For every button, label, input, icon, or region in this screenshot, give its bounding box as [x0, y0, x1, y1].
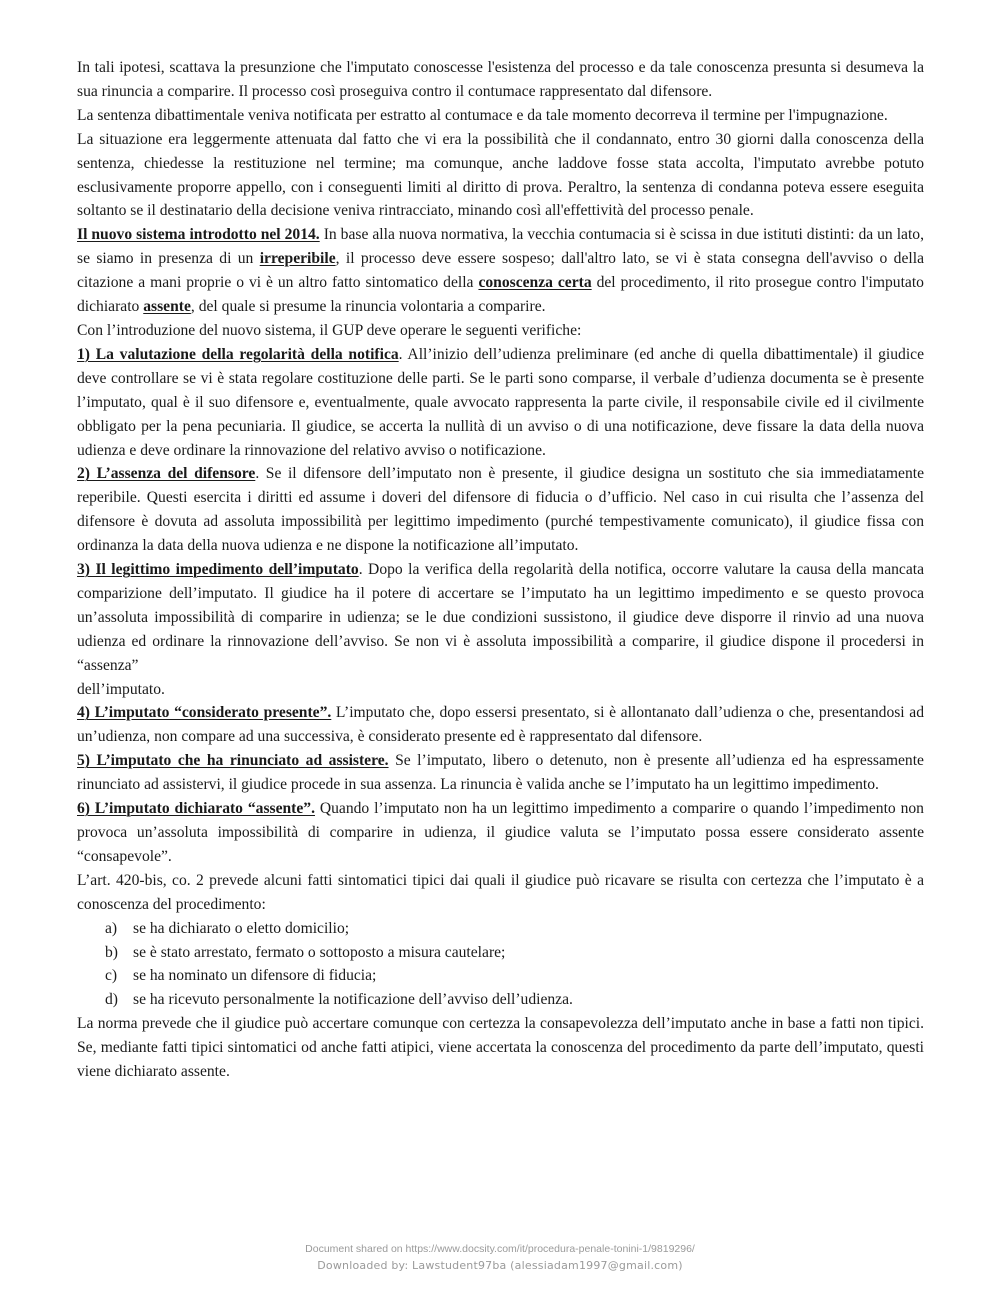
paragraph-gup-verifiche: Con l’introduzione del nuovo sistema, il GUP deve operare le seguenti verifiche: [77, 321, 582, 339]
verifica-heading: 1) La valutazione della regolarità della notifica [77, 345, 399, 363]
list-item: b) se è stato arrestato, fermato o sottoposto a misura cautelare; [77, 941, 924, 965]
document-body [77, 56, 924, 1084]
paragraph-contumacia-presunzione: In tali ipotesi, scattava la presunzione che l'imputato conoscesse l'esistenza del processo e da tale conoscenza presunta si desumeva la sua rinuncia a comparire. Il processo così proseguiva contro il contumace rappresentato dal difensore. [77, 59, 924, 100]
fatti-sintomatici-list [77, 917, 924, 1013]
list-marker: d) [105, 991, 118, 1009]
verifica-heading: 2) L’assenza del difensore [77, 465, 256, 483]
paragraph-art-420-bis: L’art. 420-bis, co. 2 prevede alcuni fatti sintomatici tipici dai quali il giudice può ricavare se risulta con certezza che l’imputato è a conoscenza del procedimento: [77, 871, 924, 913]
paragraph-conclusione: La norma prevede che il giudice può accertare comunque con certezza la consapevolezza dell’imputato anche in base a fatti non tipici. Se, mediante fatti tipici sintomatici od anche fatti atipici, viene accertata la conoscenza del procedimento da parte dell’imputato, questi viene dichiarato assente. [77, 1015, 924, 1081]
paragraph-sentenza-notifica: La sentenza dibattimentale veniva notificata per estratto al contumace e da tale momento decorreva il termine per l'impugnazione. [77, 106, 888, 124]
verifica-item-3-tail: dell’imputato. [77, 680, 165, 698]
verifica-item-4: 4) L’imputato “considerato presente”. L’imputato che, dopo essersi presentato, si è allontanato dall’udienza o che, presentandosi ad un’udienza, non compare ad una successiva, è considerato presente ed è rappresentato dal difensore. [77, 704, 924, 746]
keyword-conoscenza-certa: conoscenza certa [478, 274, 592, 292]
keyword-assente: assente [143, 298, 191, 316]
list-marker: b) [105, 943, 118, 961]
verifica-item-2: 2) L’assenza del difensore. Se il difensore dell’imputato non è presente, il giudice designa un sostituto che sia immediatamente reperibile. Questi esercita i diritti ed assume i doveri del difensore di fiducia o d’ufficio. Nel caso in cui risulta che l’assenza del difensore è dovuta ad assoluta impossibilità per legittimo impedimento (purché tempestivamente comunicato), il giudice fissa con ordinanza la data della nuova udienza e ne dispone la notificazione all’imputato. [77, 465, 924, 555]
footer-shared-link[interactable]: Document shared on https://www.docsity.com/it/procedura-penale-tonini-1/9819296/ [305, 1243, 695, 1255]
footer-downloaded-by: Downloaded by: Lawstudent97ba (alessiadam1997@gmail.com) [317, 1259, 683, 1272]
list-item: d) se ha ricevuto personalmente la notificazione dell’avviso dell’udienza. [77, 988, 924, 1012]
verifica-heading: 5) L’imputato che ha rinunciato ad assistere. [77, 752, 389, 770]
verifica-item-3: 3) Il legittimo impedimento dell’imputato. Dopo la verifica della regolarità della notifica, occorre valutare la causa della mancata comparizione dell’imputato. Il giudice ha il potere di accertare se l’imputato ha un legittimo impedimento e se questo provoca un’assoluta impossibilità di comparire in udienza; se le due condizioni sussistono, il giudice deve disporre il rinvio ad una nuova udienza ed ordinare la rinnovazione dell’avviso. Se non vi è assoluta impossibilità a comparire, il giudice dispone il procedersi in “assenza” [77, 561, 925, 674]
list-marker: c) [105, 967, 118, 985]
heading-nuovo-sistema: Il nuovo sistema introdotto nel 2014. [77, 226, 320, 244]
verifica-item-1: 1) La valutazione della regolarità della notifica. All’inizio dell’udienza preliminare (ed anche di quella dibattimentale) il giudice deve controllare se vi è stata regolare costituzione delle parti. Se le parti sono comparse, il verbale d’udienza documenta se è presente l’imputato, qual è il suo difensore e, eventualmente, quale avvocato rappresenta la parte civile, il responsabile civile ed il civilmente obbligato per la pena pecuniaria. Il giudice, se accerta la nullità di un avviso o di una notificazione, deve fissare la data della nuova udienza e deve ordinare la rinnovazione del relativo avviso o notificazione. [77, 345, 925, 459]
verifica-heading: 4) L’imputato “considerato presente”. [77, 704, 332, 722]
list-item: c) se ha nominato un difensore di fiducia; [77, 964, 924, 988]
paragraph-situazione-attenuata: La situazione era leggermente attenuata dal fatto che vi era la possibilità che il condannato, entro 30 giorni dalla conoscenza della sentenza, chiedesse la restituzione nel termine; ma comunque, anche laddove fosse stata accolta, l'imputato avrebbe potuto esclusivamente proporre appello, con i conseguenti limiti al diritto di prova. Peraltro, la sentenza di condanna poteva essere eseguita soltanto se il destinatario della decisione veniva rintracciato, minando così all'effettività del processo penale. [77, 130, 924, 220]
verifica-item-5: 5) L’imputato che ha rinunciato ad assistere. Se l’imputato, libero o detenuto, non è presente all’udienza ed ha espressamente rinunciato ad assistervi, il giudice procede in sua assenza. La rinuncia è valida anche se l’imputato ha un legittimo impedimento. [77, 752, 924, 794]
paragraph-nuovo-sistema: Il nuovo sistema introdotto nel 2014. In base alla nuova normativa, la vecchia contumacia si è scissa in due istituti distinti: da un lato, se siamo in presenza di un irreperibile, il processo deve essere sospeso; dall'altro lato, se vi è stata consegna dell'avviso o della citazione a mani proprie o vi è un altro fatto sintomatico della conoscenza certa del procedimento, il rito prosegue contro l'imputato dichiarato assente, del quale si presume la rinuncia volontaria a comparire. [77, 226, 924, 316]
verifica-heading: 6) L’imputato dichiarato “assente”. [77, 800, 315, 818]
verifica-item-6: 6) L’imputato dichiarato “assente”. Quando l’imputato non ha un legittimo impedimento a comparire o quando l’impedimento non provoca un’assoluta impossibilità di comparire in udienza, il giudice valuta se l’imputato possa essere considerato assente “consapevole”. [77, 800, 924, 865]
keyword-irreperibile: irreperibile [259, 250, 336, 268]
list-marker: a) [105, 919, 118, 937]
verifica-heading: 3) Il legittimo impedimento dell’imputato [77, 561, 359, 579]
list-item: a) se ha dichiarato o eletto domicilio; [77, 917, 924, 941]
